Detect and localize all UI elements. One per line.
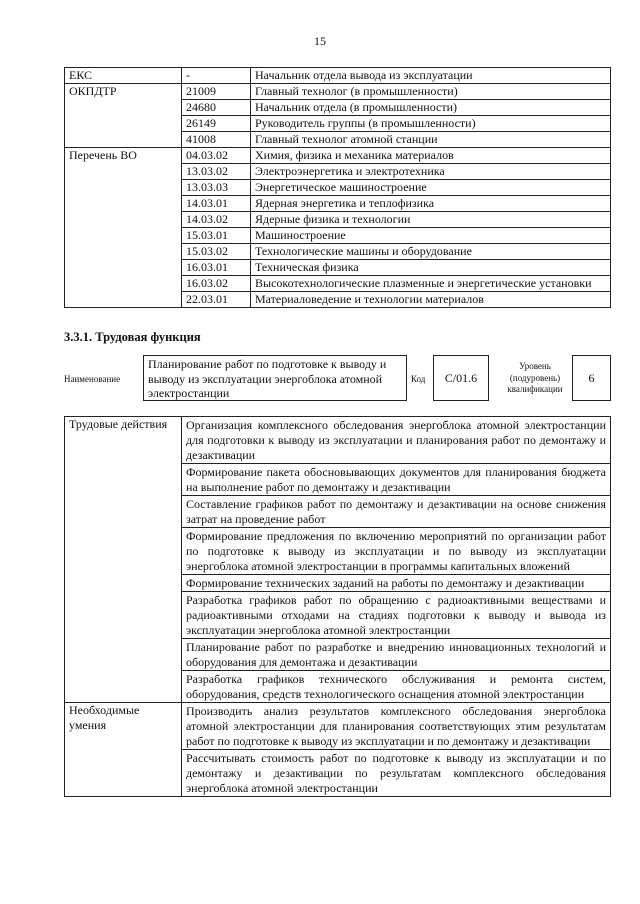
row-label: ОКПДТР xyxy=(65,84,182,148)
row-name: Начальник отдела (в промышленности) xyxy=(251,100,611,116)
row-code: 13.03.03 xyxy=(182,180,251,196)
row-code: 16.03.02 xyxy=(182,276,251,292)
labor-action-item: Формирование предложения по включению мероприятий по организации работ по подготовке к выводу из эксплуатации и по выводу из эксплуатации энергоблока атомной электростанции в программы капитальных вложений xyxy=(182,528,611,575)
labor-action-item: Планирование работ по разработке и внедрению инновационных технологий и оборудования для демонтажа и дезактивации xyxy=(182,639,611,671)
table-row xyxy=(65,148,611,164)
row-name: Начальник отдела вывода из эксплуатации xyxy=(251,68,611,84)
section-title: 3.3.1. Трудовая функция xyxy=(64,330,201,344)
row-name: Электроэнергетика и электротехника xyxy=(251,164,611,180)
row-code: 15.03.02 xyxy=(182,244,251,260)
labor-actions-label: Трудовые действия xyxy=(65,417,182,703)
name-label: Наименование xyxy=(64,374,121,384)
row-name: Технологические машины и оборудование xyxy=(251,244,611,260)
page-number: 15 xyxy=(314,34,326,48)
row-code: 15.03.01 xyxy=(182,228,251,244)
table-row xyxy=(65,703,611,750)
row-code: 13.03.02 xyxy=(182,164,251,180)
table-row xyxy=(65,417,611,464)
row-code: 16.03.01 xyxy=(182,260,251,276)
row-name: Машиностроение xyxy=(251,228,611,244)
row-name: Главный технолог (в промышленности) xyxy=(251,84,611,100)
code-label: Код xyxy=(411,374,426,384)
row-name: Ядерная энергетика и теплофизика xyxy=(251,196,611,212)
required-skill-item: Производить анализ результатов комплексного обследования энергоблока атомной электростанции для планирования соответствующих этим результатам работ по подготовке к выводу из эксплуатации и по демонтажу и дезактивации xyxy=(182,703,611,750)
row-code: 41008 xyxy=(182,132,251,148)
row-name: Материаловедение и технологии материалов xyxy=(251,292,611,308)
level-value-box: 6 xyxy=(572,355,611,401)
row-code: 21009 xyxy=(182,84,251,100)
row-label: Перечень ВО xyxy=(65,148,182,308)
function-name-box: Планирование работ по подготовке к выводу и выводу из эксплуатации энергоблока атомной электростанции xyxy=(143,355,407,401)
row-code: - xyxy=(182,68,251,84)
qualifications-table xyxy=(64,67,611,308)
row-name: Высокотехнологические плазменные и энергетические установки xyxy=(251,276,611,292)
row-name: Руководитель группы (в промышленности) xyxy=(251,116,611,132)
row-name: Главный технолог атомной станции xyxy=(251,132,611,148)
row-code: 24680 xyxy=(182,100,251,116)
function-code-box: C/01.6 xyxy=(433,355,489,401)
labor-action-item: Разработка графиков технического обслуживания и ремонта систем, оборудования, средств технологического оснащения атомной электростанции xyxy=(182,671,611,703)
row-name: Техническая физика xyxy=(251,260,611,276)
required-skill-item: Рассчитывать стоимость работ по подготовке к выводу из эксплуатации и по демонтажу и дезактивации по результатам комплексного обследования энергоблока атомной электростанции xyxy=(182,750,611,797)
labor-action-item: Разработка графиков работ по обращению с радиоактивными веществами и радиоактивными отходами на стадиях подготовки к выводу и вывода из эксплуатации энергоблока атомной электростанции xyxy=(182,592,611,639)
row-name: Энергетическое машиностроение xyxy=(251,180,611,196)
table-row xyxy=(65,68,611,84)
row-code: 14.03.02 xyxy=(182,212,251,228)
labor-action-item: Организация комплексного обследования энергоблока атомной электростанции для подготовки к выводу из эксплуатации и планирования работ по демонтажу и дезактивации xyxy=(182,417,611,464)
labor-function-table xyxy=(64,416,611,797)
row-name: Химия, физика и механика материалов xyxy=(251,148,611,164)
row-name: Ядерные физика и технологии xyxy=(251,212,611,228)
table-row xyxy=(65,84,611,100)
labor-action-item: Формирование технических заданий на работы по демонтажу и дезактивации xyxy=(182,575,611,592)
labor-action-item: Составление графиков работ по демонтажу и дезактивации на основе снижения затрат на проведение работ xyxy=(182,496,611,528)
row-code: 04.03.02 xyxy=(182,148,251,164)
row-code: 14.03.01 xyxy=(182,196,251,212)
row-label: ЕКС xyxy=(65,68,182,84)
level-label: Уровень (подуровень) квалификации xyxy=(507,361,563,394)
row-code: 26149 xyxy=(182,116,251,132)
row-code: 22.03.01 xyxy=(182,292,251,308)
labor-action-item: Формирование пакета обосновывающих документов для планирования бюджета на выполнение работ по демонтажу и дезактивации xyxy=(182,464,611,496)
required-skills-label: Необходимые умения xyxy=(65,703,182,797)
